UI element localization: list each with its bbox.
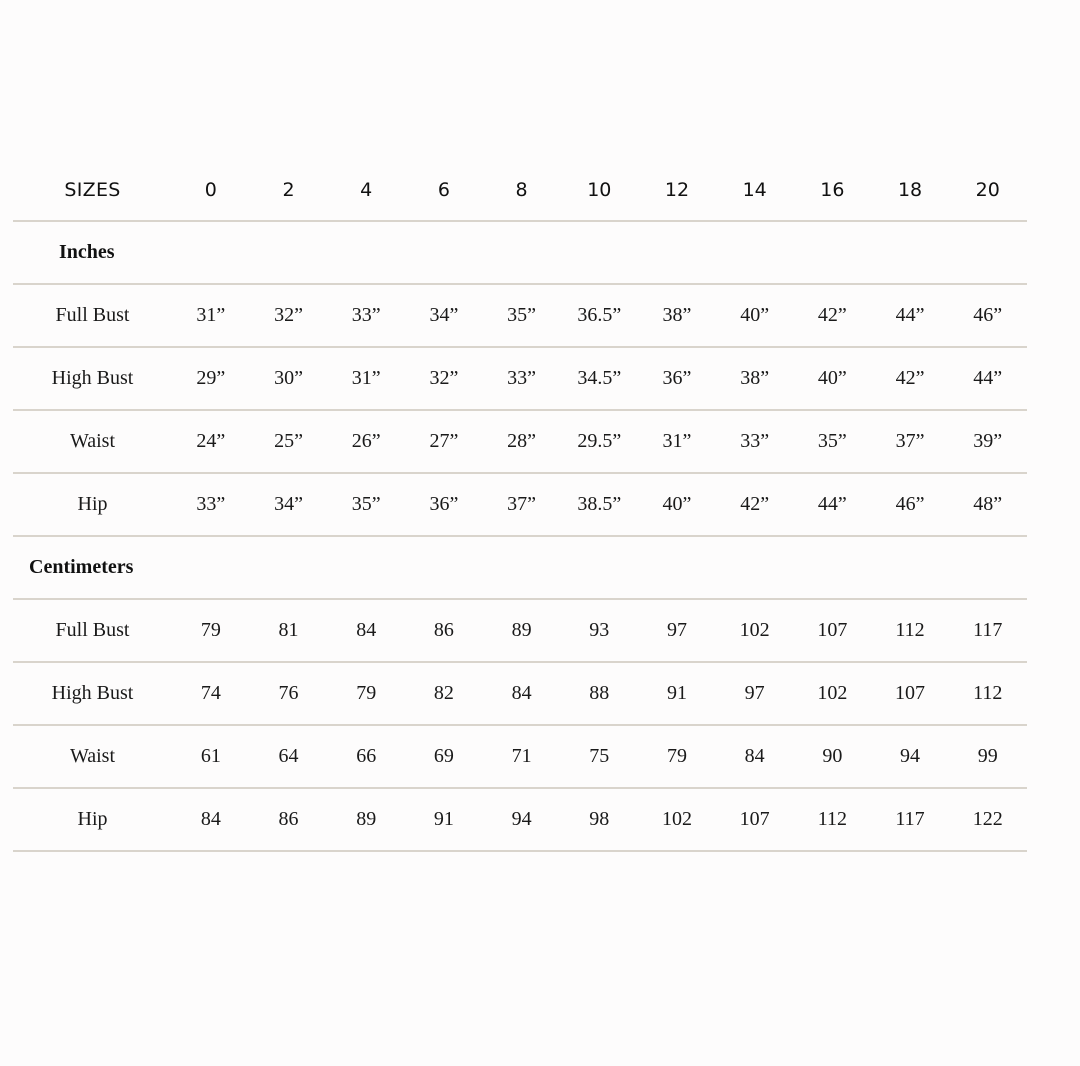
measurement-value: 29” bbox=[196, 367, 226, 389]
measurement-value: 34” bbox=[429, 304, 459, 326]
measurement-value: 71 bbox=[511, 745, 532, 767]
measurement-value: 82 bbox=[433, 682, 454, 704]
measurement-value: 94 bbox=[511, 808, 532, 830]
measurement-value: 79 bbox=[356, 682, 377, 704]
measurement-value: 107 bbox=[817, 619, 848, 641]
measurement-value: 46” bbox=[973, 304, 1003, 326]
measurement-value: 28” bbox=[507, 430, 537, 452]
measurement-value: 25” bbox=[274, 430, 303, 452]
measurement-value: 102 bbox=[661, 808, 692, 830]
section-title: Inches bbox=[59, 241, 115, 263]
measurement-value: 46” bbox=[895, 493, 925, 515]
measurement-value: 74 bbox=[200, 682, 221, 704]
measurement-value: 31” bbox=[351, 367, 381, 389]
measurement-value: 97 bbox=[666, 619, 687, 641]
measurement-value: 38” bbox=[740, 367, 770, 389]
measurement-value: 24” bbox=[196, 430, 226, 452]
size-header-cell: 2 bbox=[282, 179, 295, 201]
measurement-value: 36.5” bbox=[577, 304, 622, 326]
measurement-value: 91 bbox=[433, 808, 454, 830]
section-header-row bbox=[13, 222, 1027, 285]
measurement-value: 61 bbox=[200, 745, 221, 767]
measurement-value: 112 bbox=[817, 808, 847, 830]
measurement-value: 29.5” bbox=[577, 430, 622, 452]
measurement-value: 42” bbox=[895, 367, 925, 389]
measurement-label: Full Bust bbox=[55, 619, 130, 641]
measurement-value: 75 bbox=[589, 745, 610, 767]
measurement-value: 31” bbox=[196, 304, 226, 326]
size-header-cell: 6 bbox=[437, 179, 450, 201]
measurement-value: 37” bbox=[507, 493, 537, 515]
measurement-value: 33” bbox=[196, 493, 226, 515]
size-header-cell: 18 bbox=[897, 179, 923, 201]
measurement-row bbox=[13, 600, 1027, 663]
measurement-value: 84 bbox=[356, 619, 377, 641]
measurement-row bbox=[13, 411, 1027, 474]
measurement-value: 44” bbox=[973, 367, 1003, 389]
measurement-value: 36” bbox=[429, 493, 459, 515]
measurement-value: 38.5” bbox=[577, 493, 622, 515]
measurement-value: 88 bbox=[589, 682, 610, 704]
size-header-cell: 14 bbox=[742, 179, 767, 201]
size-header-cell: 10 bbox=[587, 179, 612, 201]
size-header-cell: 12 bbox=[664, 179, 690, 201]
measurement-value: 48” bbox=[973, 493, 1003, 515]
measurement-label: Waist bbox=[69, 430, 116, 452]
measurement-row bbox=[13, 726, 1027, 789]
measurement-value: 33” bbox=[351, 304, 381, 326]
measurement-value: 36” bbox=[662, 367, 692, 389]
measurement-value: 93 bbox=[589, 619, 610, 641]
measurement-value: 39” bbox=[973, 430, 1003, 452]
measurement-value: 37” bbox=[895, 430, 925, 452]
size-chart bbox=[13, 160, 1027, 852]
measurement-value: 94 bbox=[900, 745, 921, 767]
measurement-value: 102 bbox=[739, 619, 770, 641]
size-header-cell: 20 bbox=[975, 179, 1000, 201]
measurement-value: 35” bbox=[817, 430, 847, 452]
measurement-value: 97 bbox=[744, 682, 765, 704]
measurement-value: 42” bbox=[740, 493, 770, 515]
measurement-value: 86 bbox=[278, 808, 299, 830]
measurement-value: 31” bbox=[662, 430, 692, 452]
measurement-label: Waist bbox=[69, 745, 116, 767]
measurement-label: High Bust bbox=[51, 682, 134, 704]
measurement-label: Full Bust bbox=[55, 304, 130, 326]
measurement-row bbox=[13, 285, 1027, 348]
section-title: Centimeters bbox=[29, 556, 134, 578]
measurement-value: 89 bbox=[356, 808, 377, 830]
measurement-value: 84 bbox=[200, 808, 221, 830]
measurement-value: 91 bbox=[666, 682, 687, 704]
measurement-value: 107 bbox=[895, 682, 926, 704]
measurement-value: 40” bbox=[740, 304, 770, 326]
measurement-value: 40” bbox=[817, 367, 847, 389]
measurement-value: 33” bbox=[507, 367, 537, 389]
size-header-cell: 16 bbox=[820, 179, 845, 201]
measurement-value: 79 bbox=[200, 619, 221, 641]
measurement-value: 107 bbox=[739, 808, 770, 830]
measurement-value: 42” bbox=[817, 304, 847, 326]
measurement-row bbox=[13, 348, 1027, 411]
section-header-row bbox=[13, 537, 1027, 600]
measurement-value: 98 bbox=[589, 808, 610, 830]
measurement-value: 38” bbox=[662, 304, 692, 326]
measurement-value: 64 bbox=[278, 745, 299, 767]
measurement-value: 112 bbox=[895, 619, 925, 641]
measurement-value: 99 bbox=[977, 745, 998, 767]
measurement-value: 69 bbox=[433, 745, 454, 767]
measurement-value: 117 bbox=[895, 808, 925, 830]
measurement-row bbox=[13, 474, 1027, 537]
measurement-row bbox=[13, 663, 1027, 726]
measurement-value: 33” bbox=[740, 430, 770, 452]
measurement-value: 30” bbox=[274, 367, 303, 389]
measurement-value: 76 bbox=[278, 682, 299, 704]
measurement-value: 117 bbox=[973, 619, 1003, 641]
measurement-value: 84 bbox=[744, 745, 765, 767]
measurement-value: 34.5” bbox=[577, 367, 622, 389]
measurement-value: 44” bbox=[895, 304, 925, 326]
measurement-value: 44” bbox=[817, 493, 847, 515]
measurement-value: 35” bbox=[351, 493, 381, 515]
measurement-label: Hip bbox=[77, 493, 108, 515]
measurement-value: 35” bbox=[507, 304, 537, 326]
measurement-value: 90 bbox=[822, 745, 843, 767]
measurement-value: 112 bbox=[973, 682, 1003, 704]
measurement-value: 102 bbox=[817, 682, 848, 704]
measurement-value: 81 bbox=[278, 619, 299, 641]
measurement-value: 122 bbox=[972, 808, 1003, 830]
measurement-label: Hip bbox=[77, 808, 108, 830]
measurement-row bbox=[13, 789, 1027, 852]
size-header-cell: 8 bbox=[515, 179, 528, 201]
measurement-value: 27” bbox=[429, 430, 459, 452]
measurement-value: 34” bbox=[274, 493, 303, 515]
size-header-cell: 4 bbox=[360, 179, 373, 201]
size-header-cell: 0 bbox=[204, 179, 217, 201]
size-header-row bbox=[13, 160, 1027, 222]
measurement-value: 84 bbox=[511, 682, 532, 704]
measurement-value: 26” bbox=[351, 430, 381, 452]
sizes-label: SIZES bbox=[64, 179, 121, 201]
measurement-value: 86 bbox=[433, 619, 454, 641]
measurement-value: 89 bbox=[511, 619, 532, 641]
measurement-value: 40” bbox=[662, 493, 692, 515]
measurement-value: 79 bbox=[666, 745, 687, 767]
measurement-value: 32” bbox=[274, 304, 303, 326]
measurement-value: 32” bbox=[429, 367, 459, 389]
measurement-label: High Bust bbox=[51, 367, 134, 389]
measurement-value: 66 bbox=[356, 745, 377, 767]
